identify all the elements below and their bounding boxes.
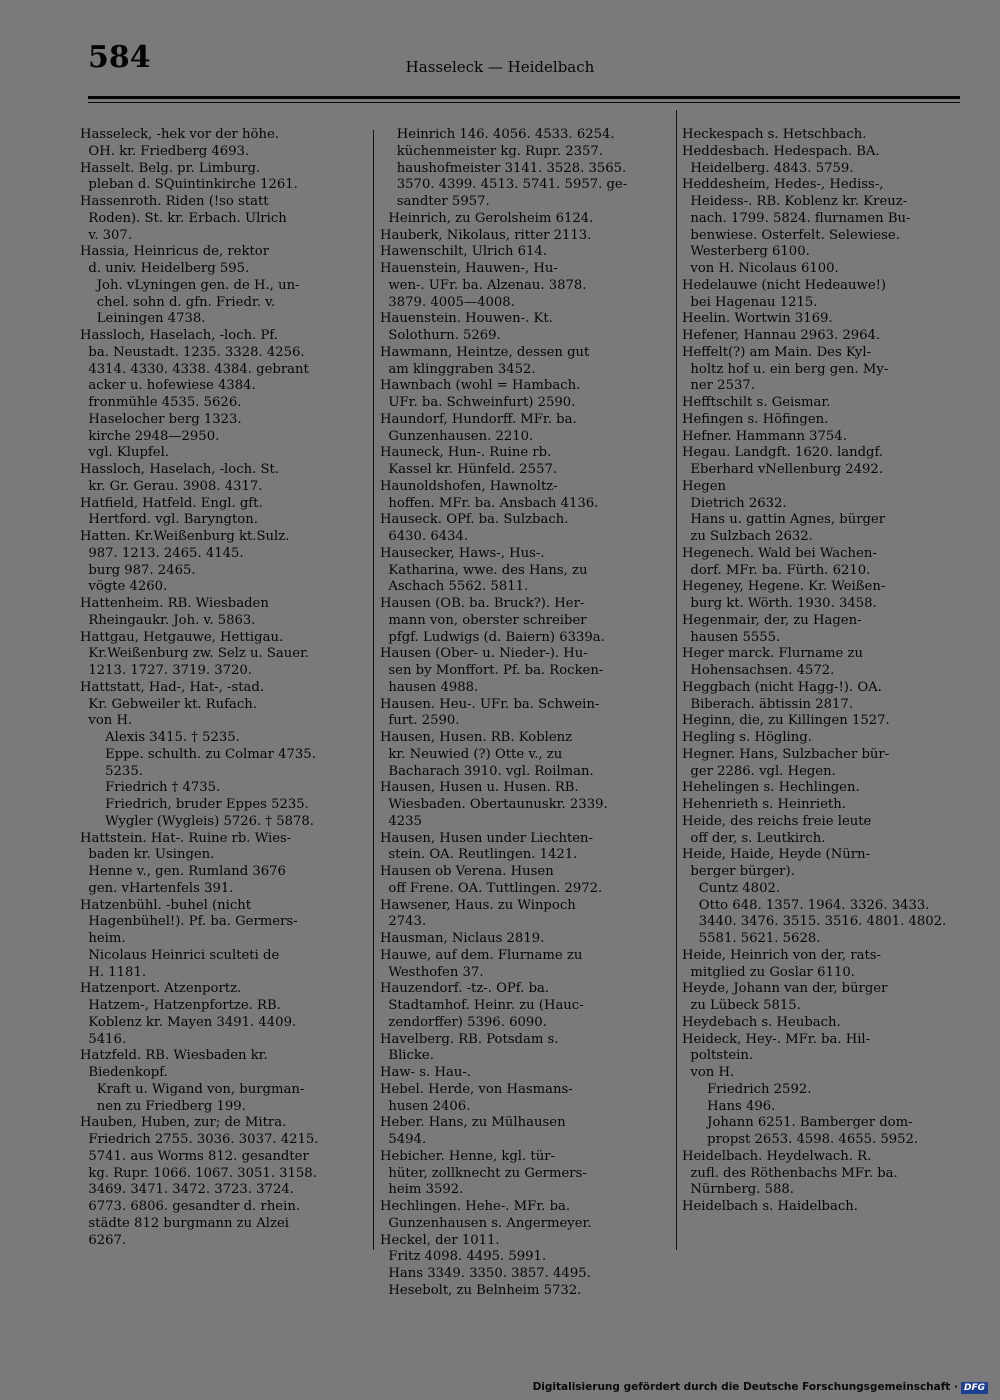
index-line: poltstein. bbox=[682, 1048, 754, 1064]
index-line: Hagenbühel!). Pf. ba. Germers- bbox=[80, 914, 298, 930]
index-line: hausen 5555. bbox=[682, 629, 781, 645]
index-line: Kr. Gebweiler kt. Rufach. bbox=[80, 696, 257, 712]
index-line: Hauben, Huben, zur; de Mitra. bbox=[80, 1115, 287, 1131]
index-line: Heide, Haide, Heyde (Nürn- bbox=[682, 847, 870, 863]
index-line: pleban d. SQuintinkirche 1261. bbox=[80, 177, 298, 193]
index-line: Solothurn. 5269. bbox=[380, 328, 501, 343]
index-line: zu Lübeck 5815. bbox=[682, 998, 801, 1013]
index-line: Hans 496. bbox=[682, 1098, 776, 1114]
index-line: hoffen. MFr. ba. Ansbach 4136. bbox=[380, 495, 599, 511]
index-line: Gunzenhausen s. Angermeyer. bbox=[380, 1215, 592, 1231]
index-line: Hassenroth. Riden (!so statt bbox=[80, 194, 269, 209]
index-line: kr. Gr. Gerau. 3908. 4317. bbox=[80, 478, 263, 494]
index-line: Stadtamhof. Heinr. zu (Hauc- bbox=[380, 998, 584, 1013]
index-line: Biedenkopf. bbox=[80, 1065, 168, 1080]
index-line: küchenmeister kg. Rupr. 2357. bbox=[380, 143, 603, 159]
index-line: Westerberg 6100. bbox=[682, 244, 810, 260]
index-line: mitglied zu Goslar 6110. bbox=[682, 964, 855, 980]
index-line: gen. vHartenfels 391. bbox=[80, 880, 234, 896]
index-line: Roden). St. kr. Erbach. Ulrich bbox=[80, 210, 287, 226]
index-line: Hechlingen. Hehe-. MFr. ba. bbox=[380, 1199, 571, 1214]
index-line: Hawmann, Heintze, dessen gut bbox=[380, 344, 590, 360]
index-line: Hawnbach (wohl = Hambach. bbox=[380, 378, 581, 394]
header-rule-thick bbox=[88, 96, 960, 99]
index-line: am klinggraben 3452. bbox=[380, 361, 536, 377]
index-line: Kr.Weißenburg zw. Selz u. Sauer. bbox=[80, 646, 310, 662]
index-line: Hegenech. Wald bei Wachen- bbox=[682, 545, 877, 561]
index-line: berger bürger). bbox=[682, 864, 795, 879]
index-line: 3570. 4399. 4513. 5741. 5957. ge- bbox=[380, 177, 628, 193]
index-line: 3469. 3471. 3472. 3723. 3724. bbox=[80, 1182, 294, 1198]
index-line: Friedrich, bruder Eppes 5235. bbox=[80, 797, 309, 812]
index-line: Hegling s. Högling. bbox=[682, 730, 812, 745]
index-line: 6267. bbox=[80, 1232, 127, 1248]
index-line: propst 2653. 4598. 4655. 5952. bbox=[682, 1132, 919, 1147]
index-line: Fritz 4098. 4495. 5991. bbox=[380, 1249, 547, 1265]
index-line: ner 2537. bbox=[682, 378, 755, 394]
dfg-logo: DFG bbox=[961, 1382, 988, 1394]
index-line: kirche 2948—2950. bbox=[80, 428, 220, 444]
index-line: Alexis 3415. † 5235. bbox=[80, 730, 240, 745]
index-line: ger 2286. vgl. Hegen. bbox=[682, 763, 836, 779]
index-line: Hegau. Landgft. 1620. landgf. bbox=[682, 445, 884, 461]
index-line: Hebel. Herde, von Hasmans- bbox=[380, 1081, 573, 1097]
index-line: Haselocher berg 1323. bbox=[80, 411, 242, 427]
index-line: 5235. bbox=[80, 763, 143, 779]
index-line: Heinrich, zu Gerolsheim 6124. bbox=[380, 210, 594, 226]
index-line: Hefingen s. Höfingen. bbox=[682, 411, 829, 427]
footer-credit bbox=[533, 1381, 988, 1394]
index-line: Friedrich 2592. bbox=[682, 1081, 812, 1097]
index-line: Hebicher. Henne, kgl. tür- bbox=[380, 1148, 555, 1164]
index-line: Eberhard vNellenburg 2492. bbox=[682, 462, 884, 477]
index-column-3 bbox=[682, 127, 964, 1216]
footer-text: Digitalisierung gefördert durch die Deutsche Forschungsgemeinschaft · bbox=[532, 1381, 958, 1393]
index-line: Heckel, der 1011. bbox=[380, 1232, 500, 1248]
index-line: Hefftschilt s. Geismar. bbox=[682, 395, 831, 410]
index-line: Leiningen 4738. bbox=[80, 311, 206, 327]
index-line: Joh. vLyningen gen. de H., un- bbox=[80, 277, 300, 293]
index-line: Gunzenhausen. 2210. bbox=[380, 428, 534, 444]
index-line: Hattenheim. RB. Wiesbaden bbox=[80, 596, 269, 611]
index-line: Haundorf, Hundorff. MFr. ba. bbox=[380, 411, 577, 427]
index-line: Heddesheim, Hedes-, Hediss-, bbox=[682, 177, 884, 193]
index-line: husen 2406. bbox=[380, 1098, 471, 1114]
index-line: zu Sulzbach 2632. bbox=[682, 529, 813, 544]
column-divider-left bbox=[373, 130, 374, 1250]
index-line: Hatfield, Hatfeld. Engl. gft. bbox=[80, 495, 263, 511]
index-line: zufl. des Röthenbachs MFr. ba. bbox=[682, 1165, 898, 1181]
index-column-2 bbox=[380, 127, 672, 1300]
index-line: Henne v., gen. Rumland 3676 bbox=[80, 864, 286, 879]
index-line: Hauenstein, Hauwen-, Hu- bbox=[380, 261, 558, 276]
index-line: von H. bbox=[80, 713, 133, 729]
index-line: acker u. hofewiese 4384. bbox=[80, 378, 256, 394]
index-line: Kraft u. Wigand von, burgman- bbox=[80, 1081, 305, 1097]
index-line: Hedelauwe (nicht Hedeauwe!) bbox=[682, 277, 887, 293]
index-line: Heide, des reichs freie leute bbox=[682, 813, 872, 829]
index-line: vgl. Klupfel. bbox=[80, 445, 169, 461]
index-line: Hausecker, Haws-, Hus-. bbox=[380, 545, 545, 561]
index-line: Heinrich 146. 4056. 4533. 6254. bbox=[380, 127, 615, 142]
index-line: Heber. Hans, zu Mülhausen bbox=[380, 1115, 566, 1131]
index-line: Hohensachsen. 4572. bbox=[682, 663, 835, 678]
index-line: Nürnberg. 588. bbox=[682, 1182, 794, 1198]
index-line: 1213. 1727. 3719. 3720. bbox=[80, 663, 252, 678]
index-line: Heydebach s. Heubach. bbox=[682, 1014, 841, 1030]
index-line: Hauneck, Hun-. Ruine rb. bbox=[380, 445, 552, 461]
index-line: bei Hagenau 1215. bbox=[682, 294, 818, 310]
index-line: Hauseck. OPf. ba. Sulzbach. bbox=[380, 512, 569, 528]
index-line: 4314. 4330. 4338. 4384. gebrant bbox=[80, 361, 309, 377]
index-line: off der, s. Leutkirch. bbox=[682, 830, 826, 846]
index-line: 3879. 4005—4008. bbox=[380, 294, 515, 310]
index-line: heim. bbox=[80, 931, 126, 946]
index-line: Hauenstein. Houwen-. Kt. bbox=[380, 311, 553, 327]
index-line: Rheingaukr. Joh. v. 5863. bbox=[80, 612, 256, 628]
index-line: burg 987. 2465. bbox=[80, 562, 196, 578]
index-line: hausen 4988. bbox=[380, 679, 479, 695]
index-line: Hehenrieth s. Heinrieth. bbox=[682, 797, 846, 812]
index-line: Heidelberg. 4843. 5759. bbox=[682, 160, 854, 176]
index-line: Havelberg. RB. Potsdam s. bbox=[380, 1031, 559, 1047]
index-line: 5416. bbox=[80, 1031, 127, 1047]
index-line: dorf. MFr. ba. Fürth. 6210. bbox=[682, 562, 871, 578]
index-line: Friedrich 2755. 3036. 3037. 4215. bbox=[80, 1132, 319, 1147]
index-line: Koblenz kr. Mayen 3491. 4409. bbox=[80, 1014, 297, 1030]
index-line: Hawenschilt, Ulrich 614. bbox=[380, 244, 548, 260]
index-line: Hausman, Niclaus 2819. bbox=[380, 931, 545, 946]
index-line: Johann 6251. Bamberger dom- bbox=[682, 1115, 913, 1131]
index-line: Heckespach s. Hetschbach. bbox=[682, 127, 867, 142]
index-line: Hassloch, Haselach, -loch. Pf. bbox=[80, 328, 278, 343]
index-line: nach. 1799. 5824. flurnamen Bu- bbox=[682, 210, 911, 226]
index-line: kg. Rupr. 1066. 1067. 3051. 3158. bbox=[80, 1165, 317, 1181]
index-line: Hausen (OB. ba. Bruck?). Her- bbox=[380, 596, 585, 611]
index-line: hüter, zollknecht zu Germers- bbox=[380, 1165, 587, 1181]
index-line: Heidelbach s. Haidelbach. bbox=[682, 1199, 858, 1214]
index-line: 5741. aus Worms 812. gesandter bbox=[80, 1148, 309, 1164]
index-line: Wygler (Wygleis) 5726. † 5878. bbox=[80, 813, 314, 829]
index-line: OH. kr. Friedberg 4693. bbox=[80, 143, 250, 159]
index-line: 987. 1213. 2465. 4145. bbox=[80, 545, 244, 561]
index-line: Hausen, Husen u. Husen. RB. bbox=[380, 780, 579, 796]
index-line: Hertford. vgl. Baryngton. bbox=[80, 512, 258, 528]
index-line: 6773. 6806. gesandter d. rhein. bbox=[80, 1199, 301, 1214]
index-line: Hegen bbox=[682, 478, 727, 494]
index-line: pfgf. Ludwigs (d. Baiern) 6339a. bbox=[380, 629, 605, 645]
index-line: Hefner. Hammann 3754. bbox=[682, 428, 847, 444]
index-line: Hassloch, Haselach, -loch. St. bbox=[80, 462, 279, 477]
index-line: UFr. ba. Schweinfurt) 2590. bbox=[380, 395, 576, 410]
index-line: Biberach. äbtissin 2817. bbox=[682, 696, 853, 712]
index-line: Heidess-. RB. Koblenz kr. Kreuz- bbox=[682, 194, 908, 209]
index-line: Hatzenport. Atzenportz. bbox=[80, 981, 242, 997]
index-line: Heidelbach. Heydelwach. R. bbox=[682, 1148, 872, 1164]
index-line: heim 3592. bbox=[380, 1182, 464, 1198]
index-line: Westhofen 37. bbox=[380, 964, 484, 980]
index-line: Haw- s. Hau-. bbox=[380, 1065, 471, 1080]
index-line: Hesebolt, zu Belnheim 5732. bbox=[380, 1282, 582, 1298]
index-line: Kassel kr. Hünfeld. 2557. bbox=[380, 462, 558, 477]
index-line: 5494. bbox=[380, 1132, 427, 1147]
index-line: Hegner. Hans, Sulzbacher bür- bbox=[682, 746, 890, 762]
index-line: v. 307. bbox=[80, 227, 133, 243]
index-line: städte 812 burgmann zu Alzei bbox=[80, 1215, 289, 1231]
index-line: 2743. bbox=[380, 914, 427, 930]
index-line: Hasseleck, -hek vor der höhe. bbox=[80, 127, 279, 142]
index-line: Hefener, Hannau 2963. 2964. bbox=[682, 328, 881, 343]
index-line: Hatzem-, Hatzenpfortze. RB. bbox=[80, 998, 281, 1013]
index-line: Hatzfeld. RB. Wiesbaden kr. bbox=[80, 1048, 268, 1064]
index-line: mann von, oberster schreiber bbox=[380, 612, 587, 628]
index-line: Hatten. Kr.Weißenburg kt.Sulz. bbox=[80, 529, 290, 544]
index-line: holtz hof u. ein berg gen. My- bbox=[682, 361, 889, 377]
index-line: Hausen. Heu-. UFr. ba. Schwein- bbox=[380, 696, 600, 712]
index-line: vögte 4260. bbox=[80, 579, 168, 595]
index-line: Heggbach (nicht Hagg-!). OA. bbox=[682, 679, 882, 695]
index-line: Hausen ob Verena. Husen bbox=[380, 864, 554, 879]
index-column-1 bbox=[80, 127, 370, 1249]
index-line: zendorffer) 5396. 6090. bbox=[380, 1014, 547, 1030]
index-line: 3440. 3476. 3515. 3516. 4801. 4802. bbox=[682, 914, 947, 930]
index-line: 5581. 5621. 5628. bbox=[682, 931, 821, 946]
page-number: 584 bbox=[88, 40, 151, 75]
index-line: Hassia, Heinricus de, rektor bbox=[80, 244, 270, 260]
index-line: sen by Monffort. Pf. ba. Rocken- bbox=[380, 663, 604, 678]
index-line: burg kt. Wörth. 1930. 3458. bbox=[682, 596, 877, 611]
index-line: Haunoldshofen, Hawnoltz- bbox=[380, 478, 558, 494]
index-line: Hawsener, Haus. zu Winpoch bbox=[380, 897, 576, 913]
index-line: haushofmeister 3141. 3528. 3565. bbox=[380, 160, 627, 176]
index-line: Eppe. schulth. zu Colmar 4735. bbox=[80, 746, 316, 762]
header-rule-thin bbox=[88, 102, 960, 103]
index-line: Wiesbaden. Obertaunuskr. 2339. bbox=[380, 797, 608, 812]
index-line: Hauwe, auf dem. Flurname zu bbox=[380, 947, 583, 963]
index-line: nen zu Friedberg 199. bbox=[80, 1098, 246, 1114]
index-line: off Frene. OA. Tuttlingen. 2972. bbox=[380, 880, 603, 896]
index-line: ba. Neustadt. 1235. 3328. 4256. bbox=[80, 344, 305, 360]
index-line: von H. bbox=[682, 1065, 735, 1080]
index-line: sandter 5957. bbox=[380, 194, 490, 209]
index-line: Heffelt(?) am Main. Des Kyl- bbox=[682, 344, 872, 360]
index-line: baden kr. Usingen. bbox=[80, 847, 215, 863]
index-line: Hegenmair, der, zu Hagen- bbox=[682, 612, 862, 628]
index-line: Aschach 5562. 5811. bbox=[380, 579, 529, 595]
index-line: Hans 3349. 3350. 3857. 4495. bbox=[380, 1266, 591, 1281]
index-line: Dietrich 2632. bbox=[682, 495, 787, 511]
index-line: wen-. UFr. ba. Alzenau. 3878. bbox=[380, 277, 587, 293]
index-line: Otto 648. 1357. 1964. 3326. 3433. bbox=[682, 897, 930, 913]
index-line: Hattstatt, Had-, Hat-, -stad. bbox=[80, 679, 265, 695]
index-line: Hauberk, Nikolaus, ritter 2113. bbox=[380, 227, 592, 243]
index-line: Hattgau, Hetgauwe, Hettigau. bbox=[80, 629, 284, 645]
index-line: Hasselt. Belg. pr. Limburg. bbox=[80, 160, 261, 176]
index-line: Hausen, Husen. RB. Koblenz bbox=[380, 730, 573, 745]
index-line: 4235 bbox=[380, 813, 422, 829]
index-line: Heelin. Wortwin 3169. bbox=[682, 311, 833, 327]
index-line: Heideck, Hey-. MFr. ba. Hil- bbox=[682, 1031, 871, 1047]
index-line: Heide, Heinrich von der, rats- bbox=[682, 947, 882, 963]
index-line: Heginn, die, zu Killingen 1527. bbox=[682, 713, 890, 729]
index-line: Hausen (Ober- u. Nieder-). Hu- bbox=[380, 646, 588, 662]
index-line: Hehelingen s. Hechlingen. bbox=[682, 780, 860, 796]
index-line: Friedrich † 4735. bbox=[80, 780, 221, 796]
index-line: Blicke. bbox=[380, 1048, 434, 1064]
index-line: Katharina, wwe. des Hans, zu bbox=[380, 562, 588, 578]
index-line: furt. 2590. bbox=[380, 713, 460, 729]
index-line: Nicolaus Heinrici sculteti de bbox=[80, 947, 280, 963]
index-line: Hauzendorf. -tz-. OPf. ba. bbox=[380, 981, 550, 997]
index-line: Heyde, Johann van der, bürger bbox=[682, 981, 888, 997]
index-line: 6430. 6434. bbox=[380, 529, 469, 544]
index-line: Cuntz 4802. bbox=[682, 880, 781, 896]
index-line: fronmühle 4535. 5626. bbox=[80, 395, 242, 410]
index-line: d. univ. Heidelberg 595. bbox=[80, 261, 250, 276]
index-line: Hatzenbühl. -buhel (nicht bbox=[80, 897, 252, 913]
index-line: Heddesbach. Hedespach. BA. bbox=[682, 143, 880, 159]
index-line: Hausen, Husen under Liechten- bbox=[380, 830, 593, 846]
index-line: Bacharach 3910. vgl. Roilman. bbox=[380, 763, 594, 779]
index-line: Hans u. gattin Agnes, bürger bbox=[682, 512, 886, 528]
index-line: stein. OA. Reutlingen. 1421. bbox=[380, 847, 578, 863]
index-line: H. 1181. bbox=[80, 964, 147, 980]
index-line: kr. Neuwied (?) Otte v., zu bbox=[380, 746, 563, 762]
running-head: Hasseleck — Heidelbach bbox=[405, 58, 595, 76]
index-line: von H. Nicolaus 6100. bbox=[682, 261, 839, 276]
column-divider-right bbox=[676, 110, 677, 1250]
index-line: chel. sohn d. gfn. Friedr. v. bbox=[80, 294, 276, 310]
index-line: Hattstein. Hat-. Ruine rb. Wies- bbox=[80, 830, 292, 846]
index-line: Heger marck. Flurname zu bbox=[682, 646, 863, 662]
index-line: benwiese. Osterfelt. Selewiese. bbox=[682, 227, 900, 243]
index-line: Hegeney, Hegene. Kr. Weißen- bbox=[682, 579, 886, 595]
